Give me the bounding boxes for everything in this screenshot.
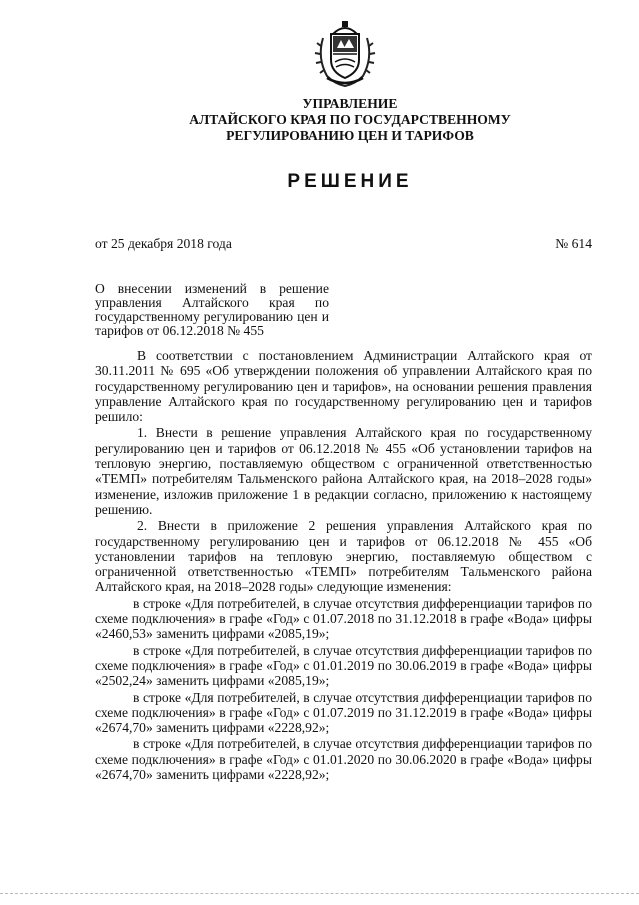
header-line-3: РЕГУЛИРОВАНИЮ ЦЕН И ТАРИФОВ (226, 128, 474, 143)
document-subject: О внесении изменений в решение управления Алтайского края по государственному регулированию цен и тарифов от 06.12.2018 № 455 (95, 281, 329, 338)
subpoint-1-paragraph: в строке «Для потребителей, в случае отсутствия дифференциации тарифов по схеме подключения» в графе «Год» с 01.07.2018 по 31.12.2018 в графе «Вода» цифры «2460,53» заменить цифрами «2085,19»; (95, 595, 592, 642)
header-line-1: УПРАВЛЕНИЕ (302, 96, 398, 111)
intro-paragraph: В соответствии с постановлением Администрации Алтайского края от 30.11.2011 № 695 «Об утверждении положения об управлении Алтайского края по государственному регулированию цен и тарифов», на основании решения правления управление Алтайского края по государственному регулированию цен и тарифов решило: (95, 348, 592, 425)
subpoint-4-paragraph: в строке «Для потребителей, в случае отсутствия дифференциации тарифов по схеме подключения» в графе «Год» с 01.01.2020 по 30.06.2020 в графе «Вода» цифры «2674,70» заменить цифрами «2228,92»; (95, 736, 592, 783)
issuer-header (140, 96, 560, 144)
document-number: № 614 (555, 236, 592, 251)
subpoint-2-paragraph: в строке «Для потребителей, в случае отсутствия дифференциации тарифов по схеме подключения» в графе «Год» с 01.01.2019 по 30.06.2019 в графе «Вода» цифры «2502,24» заменить цифрами «2085,19»; (95, 642, 592, 689)
document-body (95, 348, 592, 782)
point-1-paragraph: 1. Внести в решение управления Алтайского края по государственному регулированию цен и тарифов от 06.12.2018 № 455 «Об установлении тарифов на тепловую энергию, поставляемую обществом с ограниченной ответственностью «ТЕМП» потребителям Тальменского района Алтайского края, на 2018–2028 годы» изменение, изложив приложение 1 в редакции согласно, приложению к настоящему решению. (95, 425, 592, 517)
document-date: от 25 декабря 2018 года (95, 236, 232, 251)
page-bottom-divider (0, 893, 639, 894)
document-title: РЕШЕНИЕ (287, 171, 413, 192)
subpoint-3-paragraph: в строке «Для потребителей, в случае отсутствия дифференциации тарифов по схеме подключения» в графе «Год» с 01.07.2019 по 31.12.2019 в графе «Вода» цифры «2674,70» заменить цифрами «2228,92»; (95, 689, 592, 736)
coat-of-arms-icon (313, 18, 377, 88)
point-2-paragraph: 2. Внести в приложение 2 решения управления Алтайского края по государственному регулированию цен и тарифов от 06.12.2018 № 455 «Об установлении тарифов на тепловую энергию, поставляемую обществом с ограниченной ответственностью «ТЕМП» потребителям Тальменского района Алтайского края, на 2018–2028 годы» следующие изменения: (95, 518, 592, 595)
header-line-2: АЛТАЙСКОГО КРАЯ ПО ГОСУДАРСТВЕННОМУ (189, 112, 511, 127)
